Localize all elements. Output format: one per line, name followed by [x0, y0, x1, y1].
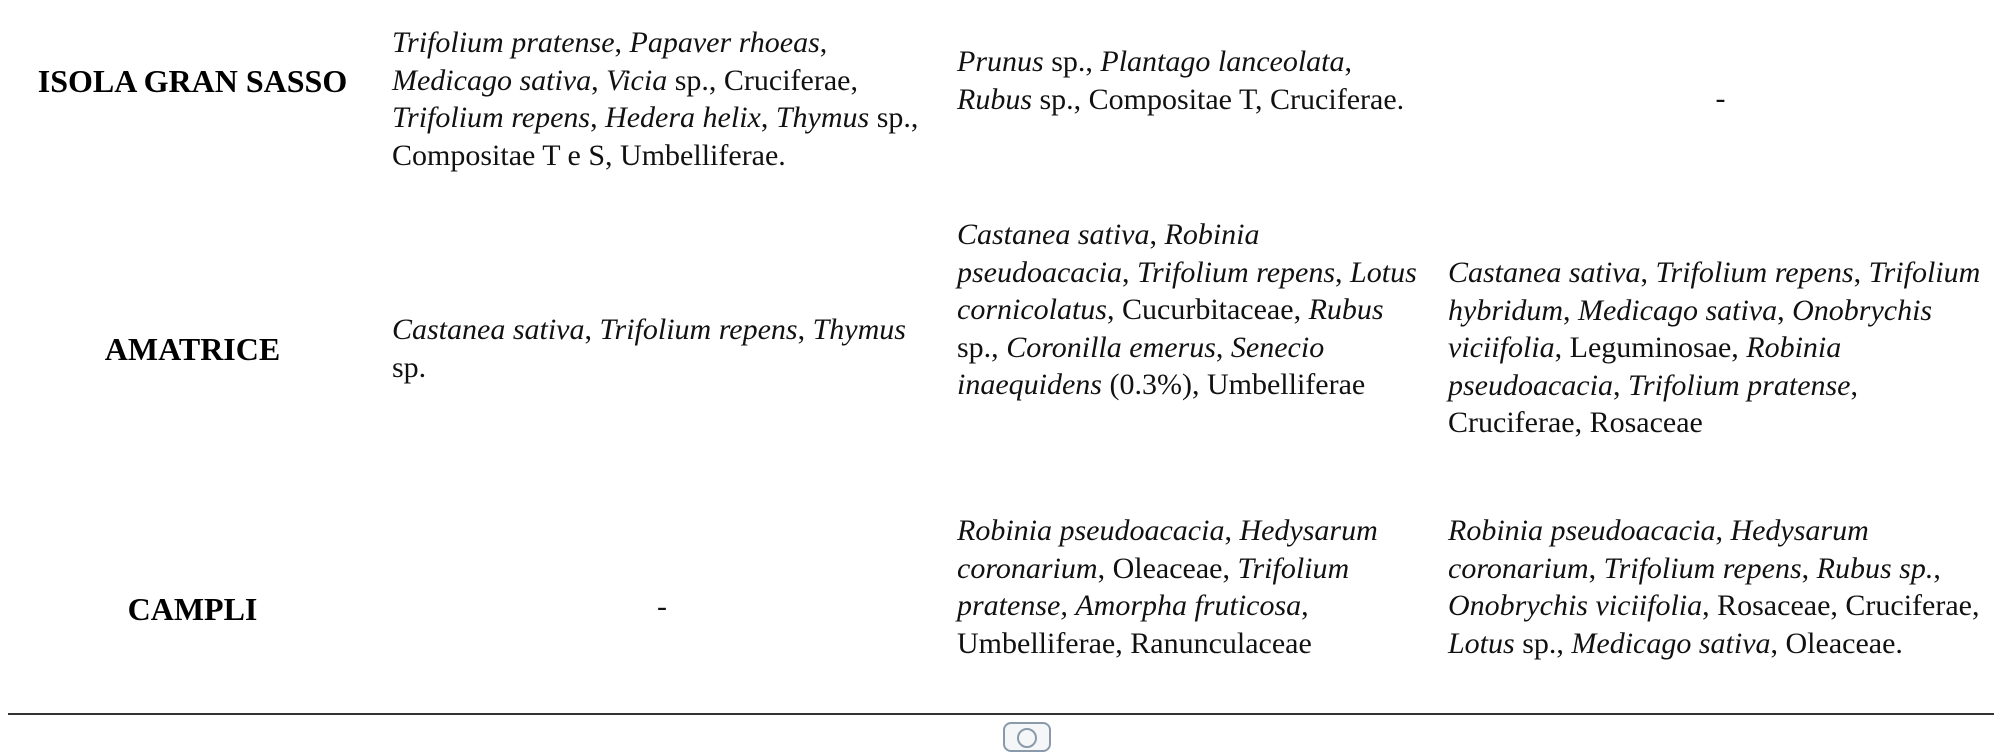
text-run: ,: [1588, 551, 1604, 585]
species-name-italic: Hedysarum coronarium: [957, 514, 1378, 585]
species-name-italic: Medicago sativa: [392, 63, 592, 97]
species-name-italic: Robinia pseudoacacia: [1448, 331, 1842, 402]
text-run: ,: [1215, 330, 1231, 364]
species-cell: [957, 43, 1427, 118]
text-run: ,: [1224, 514, 1240, 547]
species-name-italic: Thymus: [775, 101, 870, 134]
species-name-italic: Medicago sativa: [1571, 626, 1771, 660]
species-cell: [392, 311, 932, 386]
site-label-amatrice: AMATRICE: [104, 331, 281, 367]
species-name-italic: Trifolium pratense,: [957, 551, 1350, 622]
site-label-isola-gran-sasso: ISOLA GRAN SASSO: [37, 63, 348, 99]
species-name-italic: Robinia pseudoacacia: [957, 514, 1225, 547]
species-name-italic: Trifolium repens: [392, 101, 591, 134]
text-run: ,: [819, 26, 828, 59]
text-run: sp., Compositae T e S, Umbelliferae.: [392, 101, 919, 172]
species-name-italic: Hedera helix: [605, 101, 761, 134]
text-run: , Rosaceae, Cruciferae,: [1702, 589, 1980, 622]
species-name-italic: Rubus sp.: [1816, 551, 1934, 585]
text-run: ,: [1715, 514, 1731, 547]
species-name-italic: Lotus cornicolatus: [957, 255, 1417, 326]
text-run: ,: [1777, 293, 1793, 327]
species-name-italic: Hedysarum coronarium: [1448, 514, 1869, 585]
species-cell: [392, 24, 932, 174]
species-name-italic: Castanea sativa: [1448, 256, 1641, 289]
text-run: ,: [590, 101, 606, 134]
species-name-italic: Trifolium hybridum: [1448, 256, 1981, 327]
species-name-italic: Prunus: [957, 45, 1044, 78]
species-name-italic: Medicago sativa: [1578, 293, 1778, 327]
text-run: , Leguminosae,: [1554, 331, 1747, 364]
text-run: sp.,: [957, 330, 1007, 364]
species-name-italic: Trifolium repens: [1603, 551, 1802, 585]
species-cell: [957, 512, 1427, 662]
text-run: , Oleaceae,: [1097, 551, 1238, 585]
text-run: ,: [760, 101, 776, 134]
species-name-italic: Thymus: [812, 313, 906, 346]
empty-cell-dash: -: [1715, 82, 1726, 115]
text-run: ,: [614, 26, 630, 59]
species-name-italic: Trifolium repens: [1136, 255, 1336, 289]
species-name-italic: Trifolium repens: [1655, 256, 1854, 289]
species-name-italic: Plantago lanceolata: [1100, 45, 1345, 78]
site-label-campli: CAMPLI: [127, 591, 258, 627]
table-bottom-rule: [8, 713, 1994, 715]
species-name-italic: Senecio inaequidens: [957, 330, 1325, 401]
text-run: , Cruciferae, Rosaceae: [1448, 368, 1858, 439]
species-name-italic: Trifolium pratense: [1627, 368, 1851, 402]
text-run: sp.,: [1043, 45, 1101, 78]
species-cell: [1448, 512, 1993, 662]
empty-cell-dash: -: [657, 590, 667, 623]
text-run: ,: [1563, 293, 1578, 327]
species-name-italic: Trifolium repens: [599, 313, 798, 346]
species-name-italic: Rubus: [957, 82, 1032, 116]
species-name-italic: Castanea sativa: [957, 218, 1150, 251]
publisher-logo-icon: [1003, 722, 1051, 752]
species-name-italic: Onobrychis viciifolia: [1448, 589, 1703, 622]
text-run: ,: [584, 313, 600, 346]
text-run: sp.: [392, 350, 427, 384]
text-run: ,: [1344, 45, 1353, 78]
species-name-italic: Amorpha fruticosa: [1075, 589, 1302, 622]
text-run: ,: [1121, 255, 1137, 289]
text-run: (0.3%), Umbelliferae: [1101, 368, 1366, 401]
text-run: sp., Cruciferae,: [667, 63, 858, 97]
species-name-italic: Trifolium pratense: [392, 26, 615, 59]
text-run: ,: [1853, 256, 1869, 289]
species-cell: [957, 216, 1427, 404]
species-name-italic: Vicia: [606, 63, 668, 97]
text-run: ,: [1801, 551, 1817, 585]
text-run: ,: [1149, 218, 1165, 251]
text-run: , Oleaceae.: [1770, 626, 1903, 660]
species-name-italic: Onobrychis viciifolia: [1448, 293, 1933, 364]
species-name-italic: Coronilla emerus: [1006, 330, 1216, 364]
text-run: sp., Compositae T, Cruciferae.: [1032, 82, 1405, 116]
text-run: ,: [1335, 255, 1351, 289]
species-name-italic: Lotus: [1448, 626, 1515, 660]
text-run: , Umbelliferae, Ranunculaceae: [957, 589, 1312, 660]
text-run: sp.,: [1514, 626, 1572, 660]
species-name-italic: Papaver rhoeas: [629, 26, 820, 59]
species-name-italic: Robinia pseudoacacia: [1448, 514, 1716, 547]
text-run: ,: [1612, 368, 1628, 402]
species-name-italic: Robinia pseudoacacia: [957, 218, 1260, 289]
text-run: , Cucurbitaceae,: [1107, 293, 1309, 326]
text-run: ,: [1640, 256, 1656, 289]
text-run: ,: [1933, 551, 1941, 585]
text-run: ,: [797, 313, 813, 346]
species-name-italic: Castanea sativa: [392, 313, 585, 346]
text-run: ,: [591, 63, 607, 97]
species-name-italic: Rubus: [1308, 293, 1384, 326]
species-cell: [1448, 254, 1993, 442]
